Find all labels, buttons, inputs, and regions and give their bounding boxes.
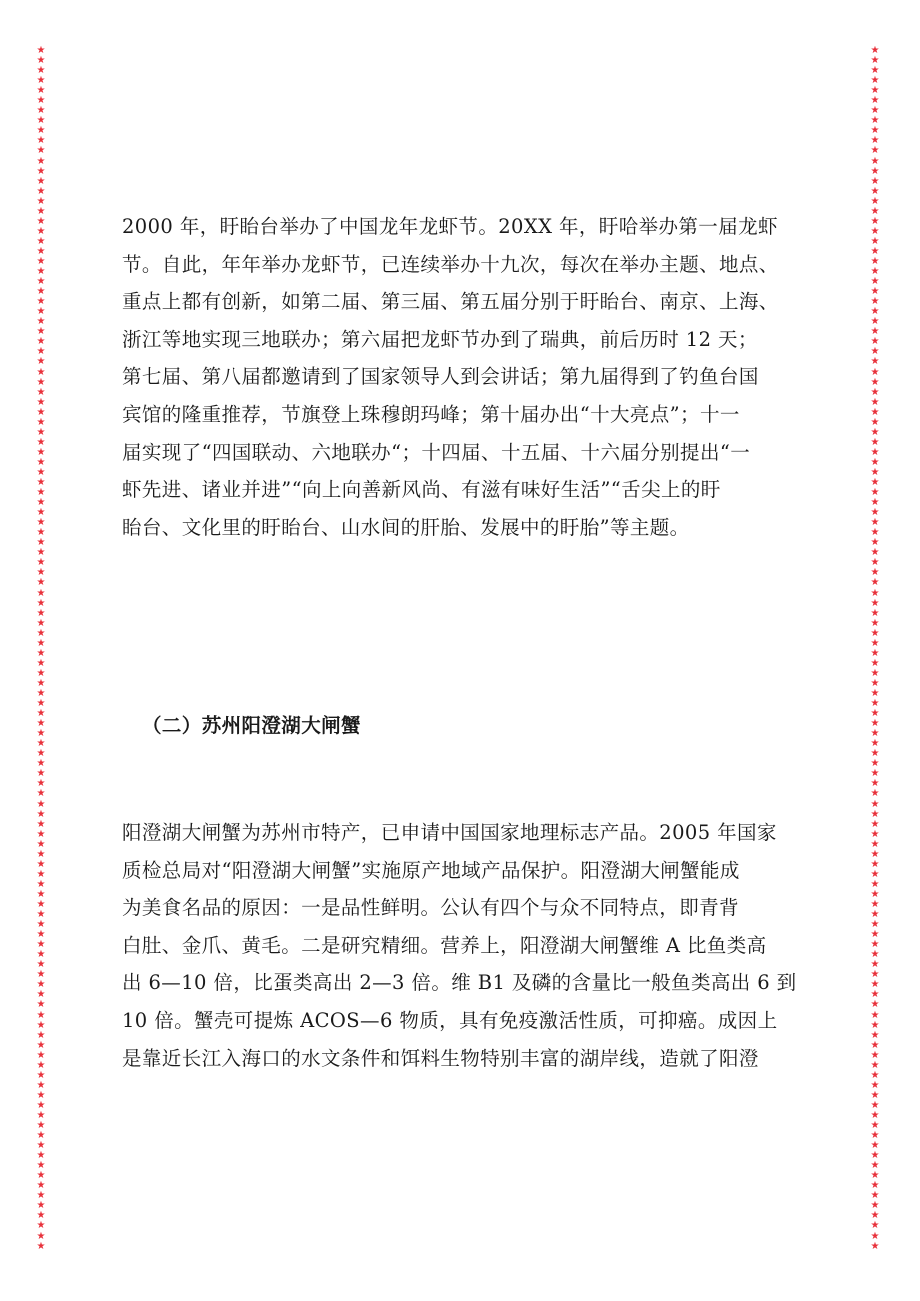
paragraph-hairy-crab xyxy=(122,818,802,1081)
paragraph-crayfish-festival xyxy=(122,212,802,550)
text-line: 第七届、第八届都邀请到了国家领导人到会讲话；第九届得到了钓鱼台国 xyxy=(122,365,759,389)
section-heading: （二）苏州阳澄湖大闸蟹 xyxy=(142,714,361,737)
right-star-border: ★ ★ ★ ★ ★ ★ ★ ★ ★ ★ ★ ★ ★ ★ ★ ★ ★ ★ ★ ★ ★ ★ ★ ★ ★ ★ ★ ★ ★ ★ ★ ★ ★ ★ ★ ★ ★ ★ ★ ★ ★ ★ ★ ★ ★ ★ ★ ★ ★ ★ ★ ★ ★ ★ ★ ★ ★ ★ ★ ★ ★ ★ ★ ★ ★ ★ ★ ★ ★ ★ ★ ★ ★ ★ ★ ★ ★ ★ ★ ★ ★ ★ ★ ★ ★ ★ ★ ★ ★ ★ ★ ★ ★ ★ ★ ★ ★ ★ ★ ★ ★ ★ ★ ★ ★ ★ ★ ★ ★ ★ ★ ★ ★ ★ ★ ★ ★ ★ ★ ★ xyxy=(870,46,880,1252)
text-line: 宾馆的隆重推荐，节旗登上珠穆朗玛峰；第十届办出“十大亮点”；十一 xyxy=(122,402,740,426)
text-line: 质检总局对“阳澄湖大闸蟹”实施原产地域产品保护。阳澄湖大闸蟹能成 xyxy=(122,858,740,882)
text-line: 出 6—10 倍，比蛋类高出 2—3 倍。维 B1 及磷的含量比一般鱼类高出 6 到 xyxy=(122,971,797,995)
text-line: 是靠近长江入海口的水文条件和饵料生物特别丰富的湖岸线，造就了阳澄 xyxy=(122,1046,759,1070)
text-line: 眙台、文化里的盱眙台、山水间的肝胎、发展中的盱胎”等主题。 xyxy=(122,515,690,539)
text-line: 为美食名品的原因：一是品性鲜明。公认有四个与众不同特点，即青背 xyxy=(122,896,739,920)
text-line: 2000 年，盱眙台举办了中国龙年龙虾节。20XX 年，盱哈举办第一届龙虾 xyxy=(122,215,778,238)
text-line: 白肚、金爪、黄毛。二是研究精细。营养上，阳澄湖大闸蟹维 A 比鱼类高 xyxy=(122,933,767,957)
text-line: 届实现了“四国联动、六地联办“；十四届、十五届、十六届分别提出“一 xyxy=(122,440,751,464)
text-line: 重点上都有创新，如第二届、第三届、第五届分别于盱眙台、南京、上海、 xyxy=(122,290,779,314)
text-line: 虾先进、诸业并进”“向上向善新风尚、有滋有味好生活”“舌尖上的盱 xyxy=(122,478,721,502)
text-line: 10 倍。蟹壳可提炼 ACOS—6 物质，具有免疫激活性质，可抑癌。成因上 xyxy=(122,1008,778,1032)
text-line: 节。自此，年年举办龙虾节，已连续举办十九次，每次在举办主题、地点、 xyxy=(122,252,779,276)
left-star-border: ★ ★ ★ ★ ★ ★ ★ ★ ★ ★ ★ ★ ★ ★ ★ ★ ★ ★ ★ ★ ★ ★ ★ ★ ★ ★ ★ ★ ★ ★ ★ ★ ★ ★ ★ ★ ★ ★ ★ ★ ★ ★ ★ ★ ★ ★ ★ ★ ★ ★ ★ ★ ★ ★ ★ ★ ★ ★ ★ ★ ★ ★ ★ ★ ★ ★ ★ ★ ★ ★ ★ ★ ★ ★ ★ ★ ★ ★ ★ ★ ★ ★ ★ ★ ★ ★ ★ ★ ★ ★ ★ ★ ★ ★ ★ ★ ★ ★ ★ ★ ★ ★ ★ ★ ★ ★ ★ ★ ★ ★ ★ ★ ★ ★ ★ ★ ★ ★ ★ ★ xyxy=(36,46,46,1252)
text-line: 阳澄湖大闸蟹为苏州市特产，已申请中国国家地理标志产品。2005 年国家 xyxy=(122,821,777,844)
text-line: 浙江等地实现三地联办；第六届把龙虾节办到了瑞典，前后历时 12 天； xyxy=(122,327,758,351)
